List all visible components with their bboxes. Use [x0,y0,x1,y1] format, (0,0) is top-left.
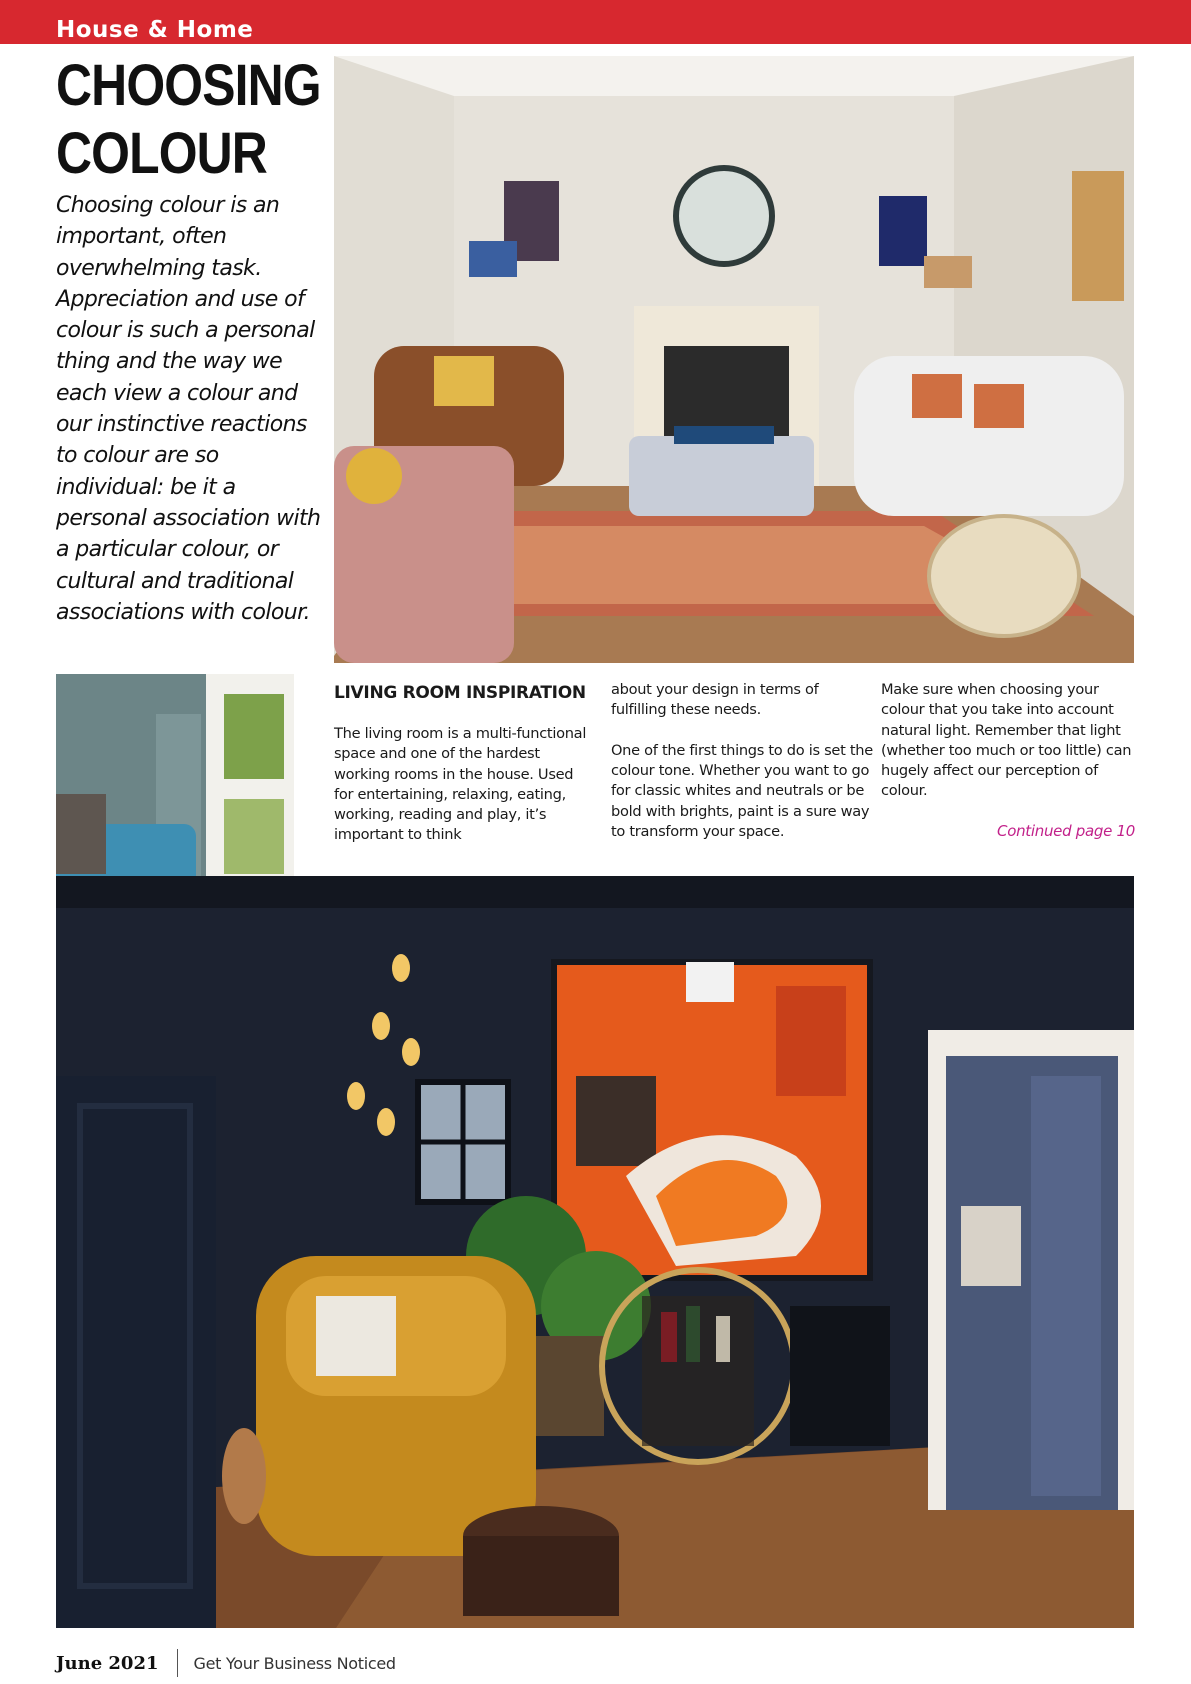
article-column-2 [611,680,873,863]
dark-room-illustration [56,876,1134,1628]
column-3-paragraph: Make sure when choosing your colour that you take into account natural light. Remember that light (whether too much or too little) can hugely affect our perception of colour. [881,681,1132,800]
article-column-1 [334,680,596,866]
continued-link[interactable]: Continued page 10 [997,822,1135,840]
intro-paragraph: Choosing colour is an important, often overwhelming task. Appreciation and use of colour is such a personal thing and the way we each view a colour and our instinctive reactions to colour are so individual: be it a personal association with a particular colour, or cultural and traditional associations with colour. [56,193,321,625]
article-column-3 [881,680,1143,822]
footer-date: June 2021 [56,1652,159,1674]
section-subheading: LIVING ROOM INSPIRATION [334,683,586,703]
dark-room-photo [56,876,1134,1628]
column-2-paragraph-1: about your design in terms of fulfilling these needs. [611,681,819,719]
footer-tagline: Get Your Business Noticed [193,1653,396,1673]
page-footer [56,1648,396,1678]
column-2-paragraph-2: One of the first things to do is set the colour tone. Whether you want to go for classic whites and neutrals or be bold with brights, paint is a sure way to transform your space. [611,741,873,841]
column-1-paragraph: The living room is a multi-functional space and one of the hardest working rooms in the house. Used for entertaining, relaxing, eating, working, reading and play, it’s important to think [334,725,587,844]
living-room-illustration [334,56,1134,663]
section-label: House & Home [56,17,254,43]
headline-line-2: COLOUR [56,121,267,186]
headline [56,52,321,188]
living-room-photo [334,56,1134,663]
footer-divider [177,1649,178,1677]
headline-line-1: CHOOSING [56,53,321,118]
